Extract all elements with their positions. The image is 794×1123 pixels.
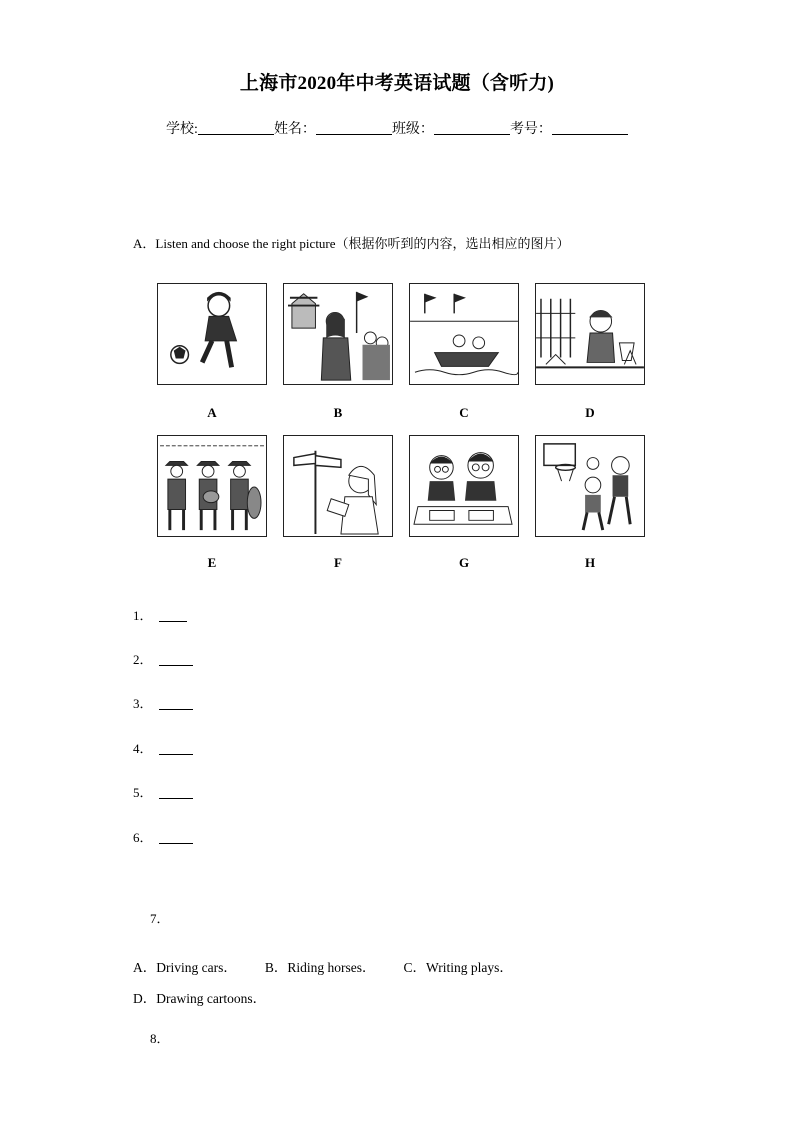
school-label: 学校: — [166, 122, 198, 137]
question-5: 5． — [133, 782, 193, 801]
picture-label-f: F — [334, 555, 342, 570]
class-blank — [434, 120, 510, 135]
picture-grid — [157, 283, 645, 573]
picture-label-h: H — [584, 555, 596, 570]
picture-label-e: E — [207, 555, 217, 570]
school-blank — [198, 120, 274, 135]
cowboy-band-icon — [157, 435, 267, 537]
boat-with-flags-icon — [409, 283, 519, 385]
question-8-number: 8． — [150, 1031, 170, 1046]
student-info-line — [0, 118, 794, 138]
name-label: 姓名： — [273, 122, 316, 137]
class-label: 班级： — [391, 122, 434, 137]
picture-label-a: A — [207, 405, 217, 420]
answer-blank-1[interactable] — [159, 609, 187, 622]
option-d[interactable]: D．Drawing cartoons． — [133, 991, 267, 1006]
tour-guide-with-flag-icon — [283, 283, 393, 385]
picture-label-b: B — [333, 405, 343, 420]
picture-label-c: C — [459, 405, 469, 420]
answer-blank-3[interactable] — [159, 697, 193, 710]
answer-blank-6[interactable] — [159, 831, 193, 844]
option-c[interactable]: C．Writing plays． — [403, 960, 513, 975]
name-blank — [316, 120, 392, 135]
option-b[interactable]: B．Riding horses． — [264, 960, 376, 975]
boy-kicking-football-icon — [157, 283, 267, 385]
exam-number-label: 考号： — [509, 122, 552, 137]
answer-blank-5[interactable] — [159, 786, 193, 799]
question-7-options — [133, 952, 643, 1014]
question-4: 4． — [133, 738, 193, 757]
answer-blank-4[interactable] — [159, 742, 193, 755]
question-7-number: 7． — [150, 911, 170, 926]
girl-gardening-icon — [535, 283, 645, 385]
question-3: 3． — [133, 693, 193, 712]
answer-blank-2[interactable] — [159, 653, 193, 666]
page-title: 上海市2020年中考英语试题（含听力) — [239, 73, 555, 94]
exam-number-blank — [552, 120, 628, 135]
section-a-heading: A．Listen and choose the right picture（根据你听到的内容，选出相应的图片） — [133, 236, 570, 251]
question-2: 2． — [133, 649, 193, 668]
picture-label-g: G — [458, 555, 470, 570]
girl-at-signpost-icon — [283, 435, 393, 537]
question-1: 1． — [133, 605, 187, 624]
kids-playing-basketball-icon — [535, 435, 645, 537]
students-studying-icon — [409, 435, 519, 537]
option-a[interactable]: A．Driving cars． — [133, 960, 237, 975]
picture-label-d: D — [585, 405, 595, 420]
question-6: 6． — [133, 827, 193, 846]
